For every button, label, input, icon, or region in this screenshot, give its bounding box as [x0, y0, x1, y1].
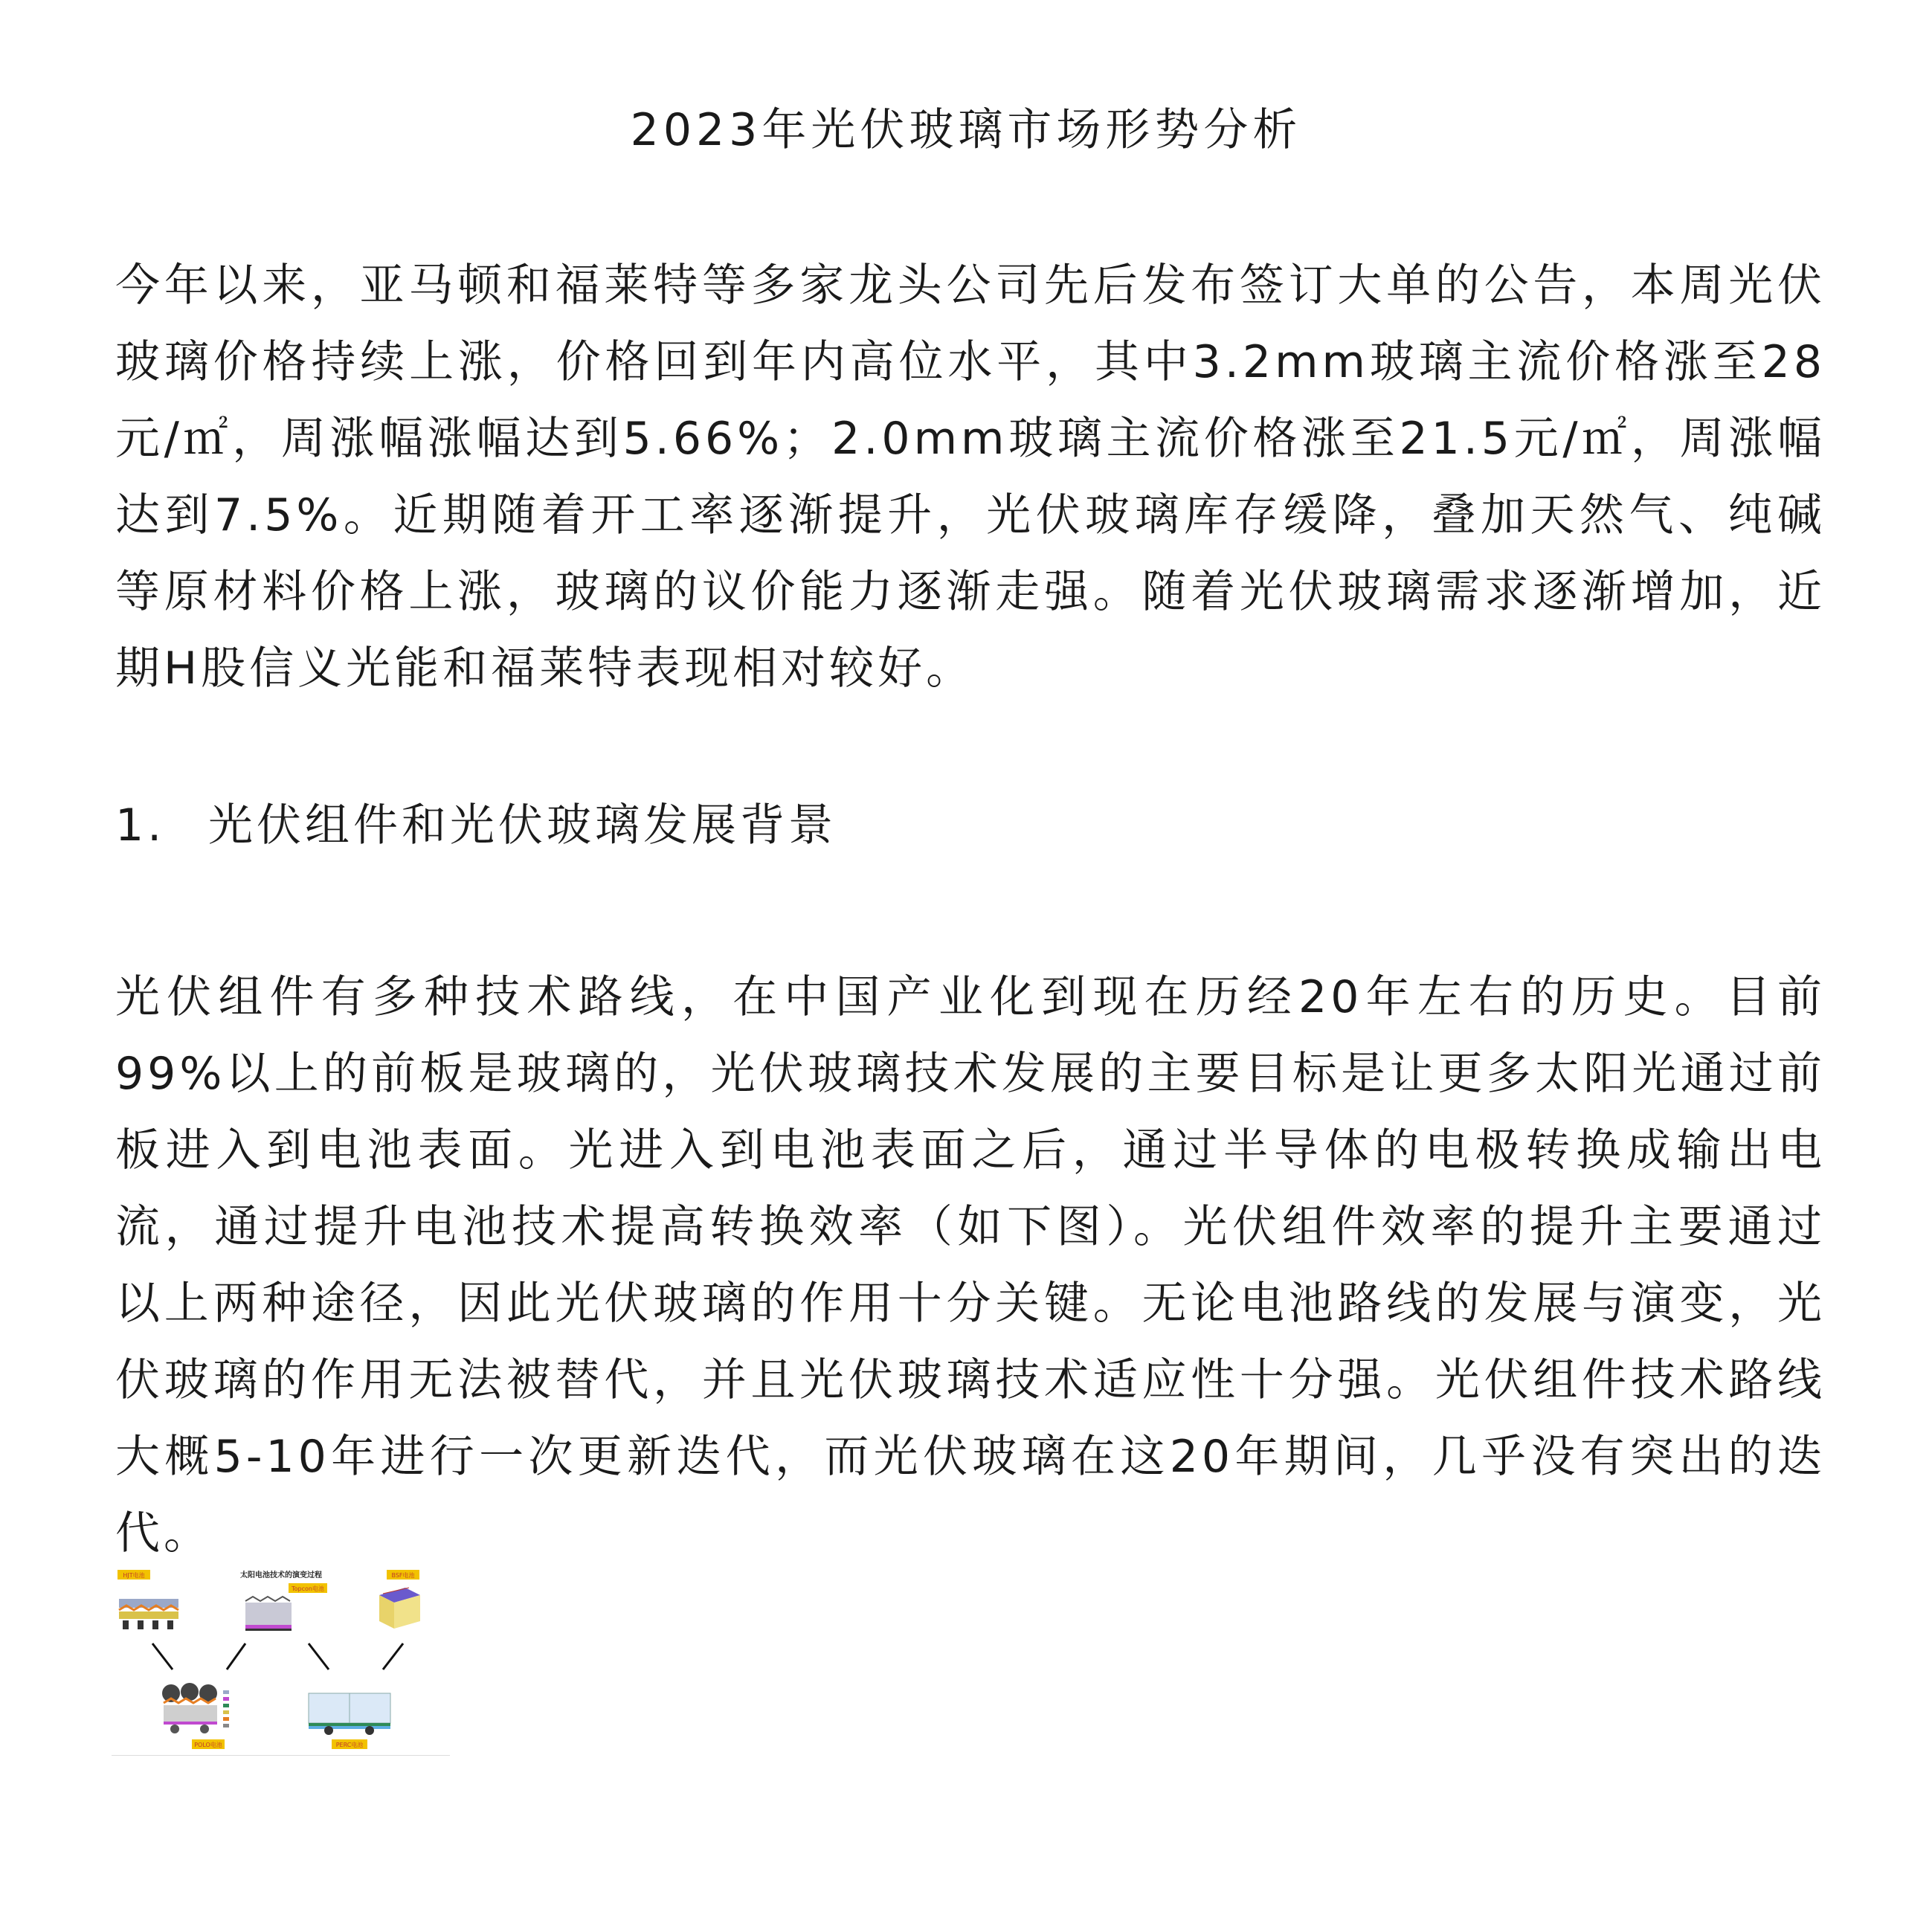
figure-diagram [112, 1565, 450, 1755]
topcon-cell-icon [245, 1597, 292, 1631]
bsf-label: BSF电池 [391, 1572, 415, 1579]
connector-line [309, 1643, 329, 1669]
connector-line [227, 1643, 245, 1669]
section-number: 1. [115, 799, 166, 851]
solar-cell-evolution-figure [112, 1565, 450, 1756]
topcon-label: Topcon电池 [292, 1585, 324, 1592]
bsf-cell-icon [379, 1588, 420, 1629]
section-title: 光伏组件和光伏玻璃发展背景 [208, 799, 837, 851]
hjt-label: HJT电池 [123, 1572, 145, 1579]
figure-legend [223, 1690, 229, 1727]
perc-cell-icon [309, 1693, 390, 1735]
connector-line [383, 1643, 403, 1669]
intro-paragraph: 今年以来，亚马顿和福莱特等多家龙头公司先后发布签订大单的公告，本周光伏玻璃价格持续上涨，价格回到年内高位水平，其中3.2mm玻璃主流价格涨至28元/㎡，周涨幅涨幅达到5.66%；2.0mm玻璃主流价格涨至21.5元/㎡，周涨幅达到7.5%。近期随着开工率逐渐提升，光伏玻璃库存缓降，叠加天然气、纯碱等原材料价格上涨，玻璃的议价能力逐渐走强。随着光伏玻璃需求逐渐增加，近期H股信义光能和福莱特表现相对较好。 [115, 260, 1826, 695]
perc-label: PERC电池 [335, 1742, 364, 1748]
hjt-cell-icon [119, 1599, 178, 1629]
figure-title: 太阳电池技术的演变过程 [240, 1571, 322, 1580]
background-paragraph: 光伏组件有多种技术路线，在中国产业化到现在历经20年左右的历史。目前99%以上的前板是玻璃的，光伏玻璃技术发展的主要目标是让更多太阳光通过前板进入到电池表面。光进入到电池表面之后，通过半导体的电极转换成输出电流，通过提升电池技术提高转换效率（如下图）。光伏组件效率的提升主要通过以上两种途径，因此光伏玻璃的作用十分关键。无论电池路线的发展与演变，光伏玻璃的作用无法被替代，并且光伏玻璃技术适应性十分强。光伏组件技术路线大概5-10年进行一次更新迭代，而光伏玻璃在这20年期间，几乎没有突出的迭代。 [115, 971, 1826, 1559]
page-title: 2023年光伏玻璃市场形势分析 [630, 104, 1302, 156]
polo-cell-icon [162, 1683, 217, 1733]
connector-line [152, 1643, 173, 1669]
polo-label: POLO电池 [194, 1742, 222, 1748]
section-heading [115, 792, 837, 859]
